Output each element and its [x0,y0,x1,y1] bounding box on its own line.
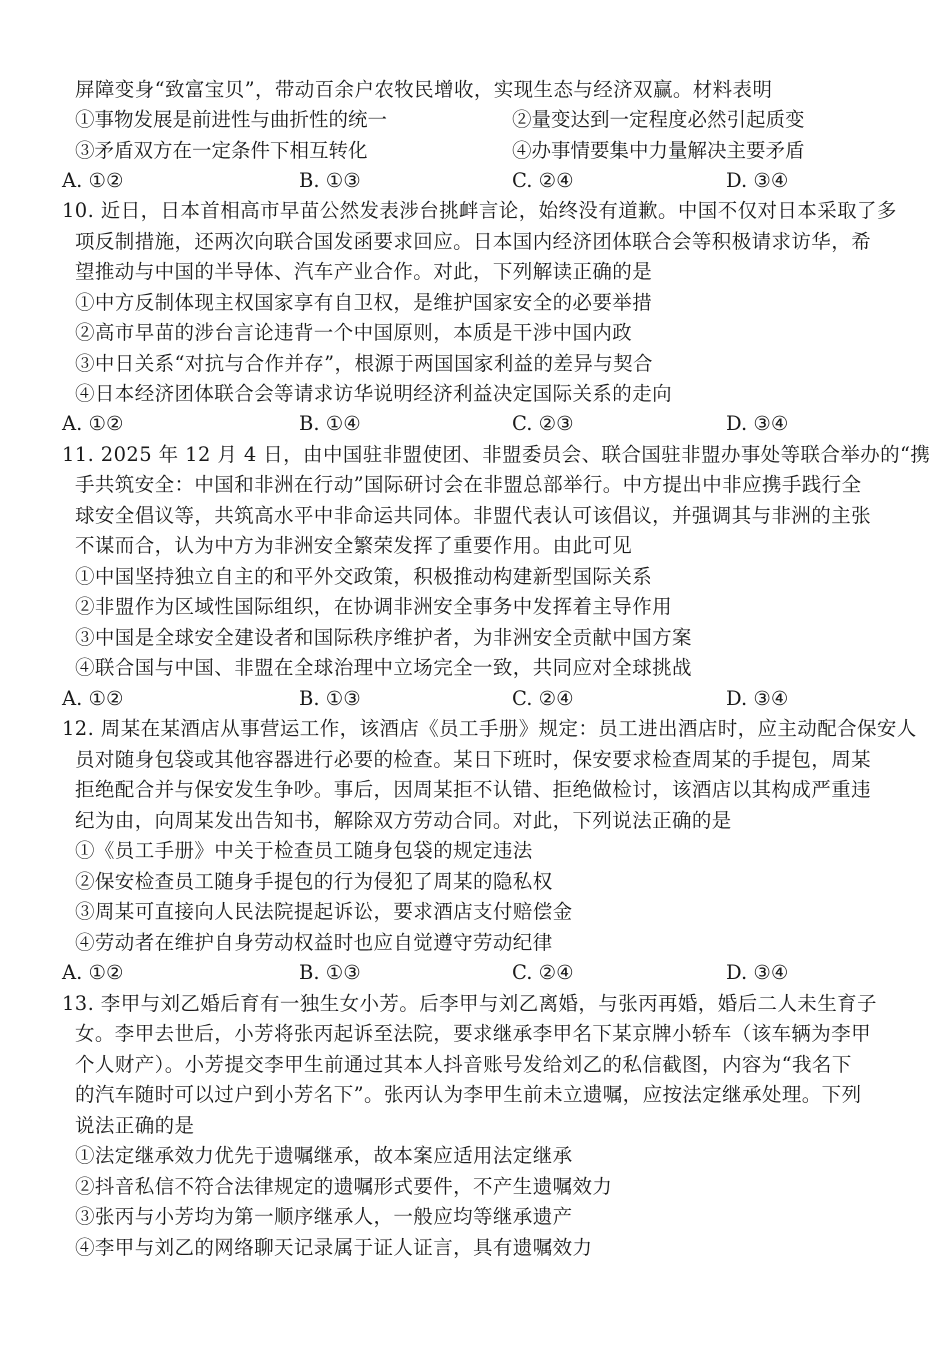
q13-stem-line-1: 13. 李甲与刘乙婚后育有一独生女小芳。后李甲与刘乙离婚，与张丙再婚，婚后二人未生育子 [62,992,877,1015]
q10-stem-line-2: 项反制措施，还两次向联合国发函要求回应。日本国内经济团体联合会等积极请求访华，希 [75,230,872,253]
q9-option-3: ③矛盾双方在一定条件下相互转化 [75,139,368,162]
q11-stem-line-2: 手共筑安全：中国和非洲在行动”国际研讨会在非盟总部举行。中方提出中非应携手践行全 [75,473,862,496]
q10-choice-c: C. ②③ [512,412,574,435]
q12-option-1: ①《员工手册》中关于检查员工随身包袋的规定违法 [75,839,533,862]
q11-option-1: ①中国坚持独立自主的和平外交政策，积极推动构建新型国际关系 [75,565,653,588]
q9-choices [62,166,862,196]
q9-option-1: ①事物发展是前进性与曲折性的统一 [75,108,388,131]
q11-choice-a: A. ①② [62,687,124,710]
q12-choices [62,958,862,988]
q12-choice-c: C. ②④ [512,961,574,984]
q9-options-row-2 [75,136,875,166]
q13-option-4: ④李甲与刘乙的网络聊天记录属于证人证言，具有遗嘱效力 [75,1236,593,1259]
q11-choice-b: B. ①③ [299,687,361,710]
q12-option-3: ③周某可直接向人民法院提起诉讼，要求酒店支付赔偿金 [75,900,573,923]
q10-option-3: ③中日关系“对抗与合作并存”，根源于两国国家利益的差异与契合 [75,352,653,375]
q11-stem-line-3: 球安全倡议等，共筑高水平中非命运共同体。非盟代表认可该倡议，并强调其与非洲的主张 [75,504,872,527]
q12-stem-line-3: 拒绝配合并与保安发生争吵。事后，因周某拒不认错、拒绝做检讨，该酒店以其构成严重违 [75,778,872,801]
q9-choice-b: B. ①③ [299,169,361,192]
q11-choices [62,684,862,714]
q12-stem-line-2: 员对随身包袋或其他容器进行必要的检查。某日下班时，保安要求检查周某的手提包，周某 [75,748,872,771]
q12-choice-b: B. ①③ [299,961,361,984]
q9-option-4: ④办事情要集中力量解决主要矛盾 [512,139,805,162]
q13-stem-line-2: 女。李甲去世后，小芳将张丙起诉至法院，要求继承李甲名下某京牌小轿车（该车辆为李甲 [75,1022,872,1045]
q13-option-3: ③张丙与小芳均为第一顺序继承人，一般应均等继承遗产 [75,1205,573,1228]
q10-option-4: ④日本经济团体联合会等请求访华说明经济利益决定国际关系的走向 [75,382,673,405]
q9-options-row-1 [75,105,875,135]
q11-choice-c: C. ②④ [512,687,574,710]
q12-choice-d: D. ③④ [726,961,789,984]
q13-option-1: ①法定继承效力优先于遗嘱继承，故本案应适用法定继承 [75,1144,573,1167]
q12-stem-line-1: 12. 周某在某酒店从事营运工作，该酒店《员工手册》规定：员工进出酒店时，应主动配合保安人 [62,717,917,740]
q9-choice-d: D. ③④ [726,169,789,192]
q10-choices [62,409,862,439]
q12-stem-line-4: 纪为由，向周某发出告知书，解除双方劳动合同。对此，下列说法正确的是 [75,809,732,832]
q13-option-2: ②抖音私信不符合法律规定的遗嘱形式要件，不产生遗嘱效力 [75,1175,613,1198]
q9-choice-c: C. ②④ [512,169,574,192]
q11-option-4: ④联合国与中国、非盟在全球治理中立场完全一致，共同应对全球挑战 [75,656,692,679]
q10-choice-d: D. ③④ [726,412,789,435]
q11-choice-d: D. ③④ [726,687,789,710]
q13-stem-line-5: 说法正确的是 [75,1114,195,1137]
q12-option-2: ②保安检查员工随身手提包的行为侵犯了周某的隐私权 [75,870,553,893]
q9-option-2: ②量变达到一定程度必然引起质变 [512,108,805,131]
q11-stem-line-1: 11. 2025 年 12 月 4 日，由中国驻非盟使团、非盟委员会、联合国驻非盟办事处等联合举办的“携 [62,443,931,466]
q12-option-4: ④劳动者在维护自身劳动权益时也应自觉遵守劳动纪律 [75,931,553,954]
q11-option-3: ③中国是全球安全建设者和国际秩序维护者，为非洲安全贡献中国方案 [75,626,692,649]
q9-choice-a: A. ①② [62,169,124,192]
q10-choice-a: A. ①② [62,412,124,435]
q10-choice-b: B. ①④ [299,412,361,435]
q10-stem-line-1: 10. 近日，日本首相高市早苗公然发表涉台挑衅言论，始终没有道歉。中国不仅对日本采取了多 [62,199,897,222]
q13-stem-line-4: 的汽车随时可以过户到小芳名下”。张丙认为李甲生前未立遗嘱，应按法定继承处理。下列 [75,1083,862,1106]
q10-option-1: ①中方反制体现主权国家享有自卫权，是维护国家安全的必要举措 [75,291,653,314]
q13-stem-line-3: 个人财产）。小芳提交李甲生前通过其本人抖音账号发给刘乙的私信截图，内容为“我名下 [75,1053,852,1076]
q11-stem-line-4: 不谋而合，认为中方为非洲安全繁荣发挥了重要作用。由此可见 [75,534,633,557]
q9-stem-tail: 屏障变身“致富宝贝”，带动百余户农牧民增收，实现生态与经济双赢。材料表明 [75,78,773,101]
q11-option-2: ②非盟作为区域性国际组织，在协调非洲安全事务中发挥着主导作用 [75,595,673,618]
q12-choice-a: A. ①② [62,961,124,984]
q10-stem-line-3: 望推动与中国的半导体、汽车产业合作。对此，下列解读正确的是 [75,260,653,283]
q10-option-2: ②高市早苗的涉台言论违背一个中国原则，本质是干涉中国内政 [75,321,633,344]
